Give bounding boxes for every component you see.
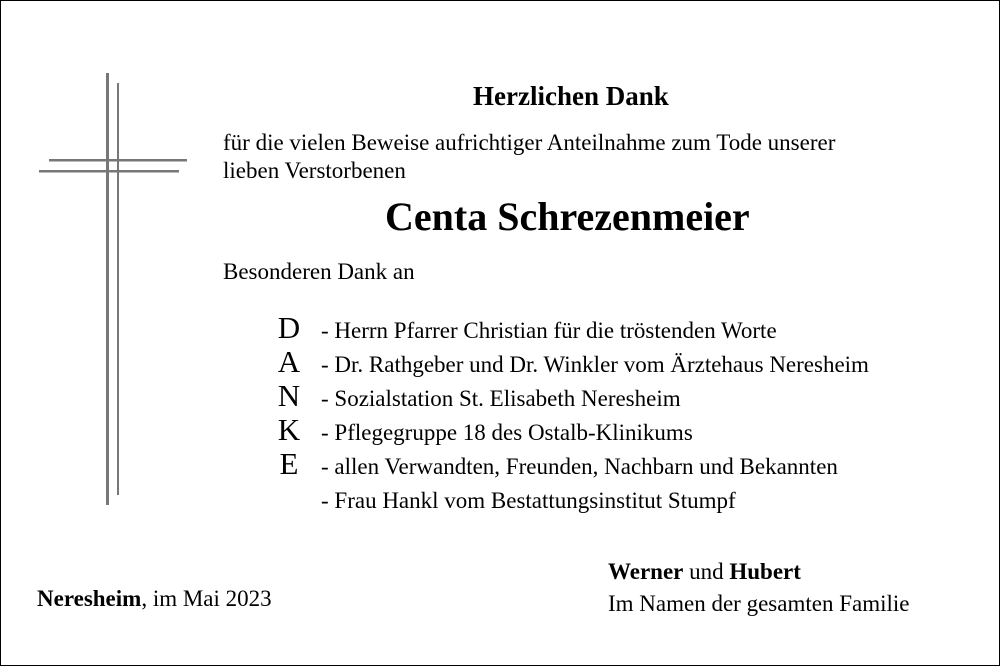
thanks-item: - Frau Hankl vom Bestattungsinstitut Stumpf: [321, 488, 736, 513]
intro-line-1: für die vielen Beweise aufrichtiger Anteilnahme zum Tode unserer: [223, 130, 836, 155]
signer-first: Werner: [608, 559, 684, 584]
thanks-item: - allen Verwandten, Freunden, Nachbarn und Bekannten: [321, 454, 838, 479]
signer-second: Hubert: [729, 559, 801, 584]
signer-connector: und: [683, 559, 730, 584]
thanks-item: - Pflegegruppe 18 des Ostalb-Klinikums: [321, 420, 693, 445]
danke-letter: A: [277, 344, 301, 379]
signers-names: [608, 556, 909, 588]
place-date: [37, 586, 272, 612]
danke-acrostic: [271, 311, 307, 481]
thanks-list: [321, 314, 869, 518]
thanks-label: Besonderen Dank an: [223, 259, 415, 284]
date: , im Mai 2023: [141, 586, 272, 611]
thanks-item: - Dr. Rathgeber und Dr. Winkler vom Ärztehaus Neresheim: [321, 352, 869, 377]
intro-line-2: lieben Verstorbenen: [223, 158, 406, 183]
danke-letter: N: [277, 378, 301, 413]
deceased-name: Centa Schrezenmeier: [385, 194, 750, 239]
signature-block: [608, 556, 909, 620]
cross-icon: [37, 73, 189, 505]
signers-family: Im Namen der gesamten Familie: [608, 591, 910, 616]
notice-heading: Herzlichen Dank: [473, 81, 669, 111]
intro-text: [223, 129, 835, 185]
place: Neresheim: [37, 586, 142, 611]
thanks-item: - Sozialstation St. Elisabeth Neresheim: [321, 386, 681, 411]
thanks-item: - Herrn Pfarrer Christian für die tröstenden Worte: [321, 318, 777, 343]
danke-letter: D: [277, 310, 301, 345]
danke-letter: K: [277, 412, 301, 447]
danke-letter: E: [279, 446, 299, 481]
